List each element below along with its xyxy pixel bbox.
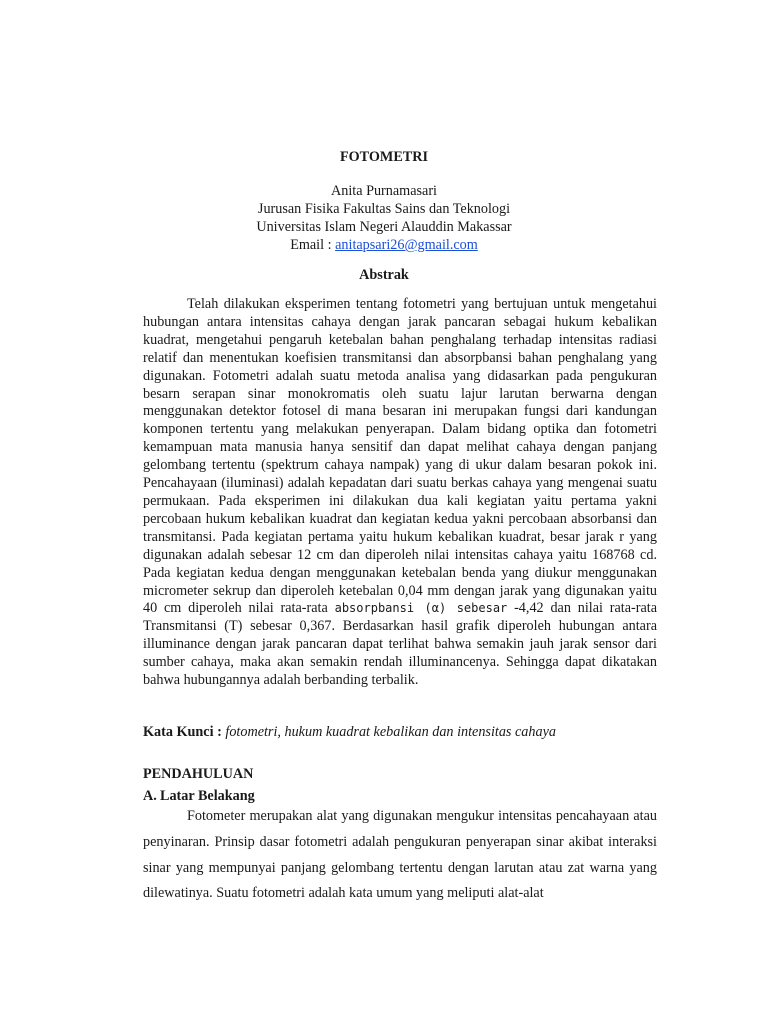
subsection-title: Latar Belakang xyxy=(160,788,255,804)
abstract-text-mono: absorpbansi (α) sebesar xyxy=(334,601,508,616)
author-name: Anita Purnamasari xyxy=(331,183,437,199)
affiliation-university: Universitas Islam Negeri Alauddin Makassar xyxy=(256,219,512,235)
keywords-text: fotometri, hukum kuadrat kebalikan dan intensitas cahaya xyxy=(225,724,556,740)
abstract-heading: Abstrak xyxy=(359,267,409,283)
section-heading-introduction: PENDAHULUAN xyxy=(143,766,254,782)
email-label: Email : xyxy=(290,237,336,253)
email-link[interactable]: anitapsari26@gmail.com xyxy=(335,237,478,253)
affiliation-department: Jurusan Fisika Fakultas Sains dan Teknologi xyxy=(257,201,511,217)
paper-title: FOTOMETRI xyxy=(339,149,429,165)
abstract-text-part1: Telah dilakukan eksperimen tentang fotometri yang bertujuan untuk mengetahui hubungan antara intensitas cahaya dengan jarak pancaran sebagai hukum kebalikan kuadrat, mengetahui pengaruh ketebalan bahan penghalang terhadap intensitas radiasi relatif dan menentukan koefisien transmitansi dan absorpbansi bahan penghalang yang digunakan. Fotometri adalah suatu metoda analisa yang didasarkan pada pengukuran besarn serapan sinar monokromatis oleh suatu lajur larutan berwarna dengan menggunakan detektor fotosel di mana besaran ini merupakan fungsi dari kandungan komponen tertentu yang melakukan penyerapan. Dalam bidang optika dan fotometri kemampuan mata manusia hanya sensitif dan dapat melihat cahaya dengan panjang gelombang tertentu (spektrum cahaya nampak) yang di ukur dalam besaran pokok ini. Pencahayaan (iluminasi) adalah kepadatan dari suatu berkas cahaya yang mengenai suatu permukaan. Pada eksperimen ini dilakukan dua kali kegiatan yaitu pertama yakni percobaan hukum kebalikan kuadrat dan kegiatan kedua yakni percobaan absorbansi dan transmitansi. Pada kegiatan pertama yaitu hukum kebalikan kuadrat, besar jarak r yang digunakan adalah sebesar 12 cm dan diperoleh nilai intensitas cahaya yaitu 168768 cd. Pada kegiatan kedua dengan menggunakan ketebalan benda yang diukur menggunakan micrometer sekrup dan diperoleh ketebalan 0,04 mm dengan jarak yang digunakan yaitu 40 cm diperoleh nilai rata-rata xyxy=(143,296,657,617)
abstract-text xyxy=(143,296,657,690)
keywords-line xyxy=(143,723,703,741)
keywords-label: Kata Kunci : xyxy=(143,724,226,740)
subsection-number: A. xyxy=(143,788,157,804)
author-block xyxy=(0,182,768,254)
email-line xyxy=(0,236,768,254)
subsection-heading-background xyxy=(143,787,255,805)
abstract-text-part2: -4,42 dan nilai rata-rata Transmitansi (T) sebesar 0,367. Berdasarkan hasil grafik diperoleh hubungan antara illuminance dengan jarak pancaran dapat terlihat bahwa semakin jauh jarak sensor dari sumber cahaya, maka akan semakin rendah illuminancenya. Sehingga dapat dikatakan bahwa hubungannya adalah berbanding terbalik. xyxy=(143,600,658,689)
introduction-paragraph: Fotometer merupakan alat yang digunakan mengukur intensitas pencahayaan atau penyinaran. Prinsip dasar fotometri adalah pengukuran penyerapan sinar akibat interaksi sinar yang mempunyai panjang gelombang tertentu dengan larutan atau zat warna yang dilewatinya. Suatu fotometri adalah kata umum yang meliputi alat-alat xyxy=(143,808,657,902)
